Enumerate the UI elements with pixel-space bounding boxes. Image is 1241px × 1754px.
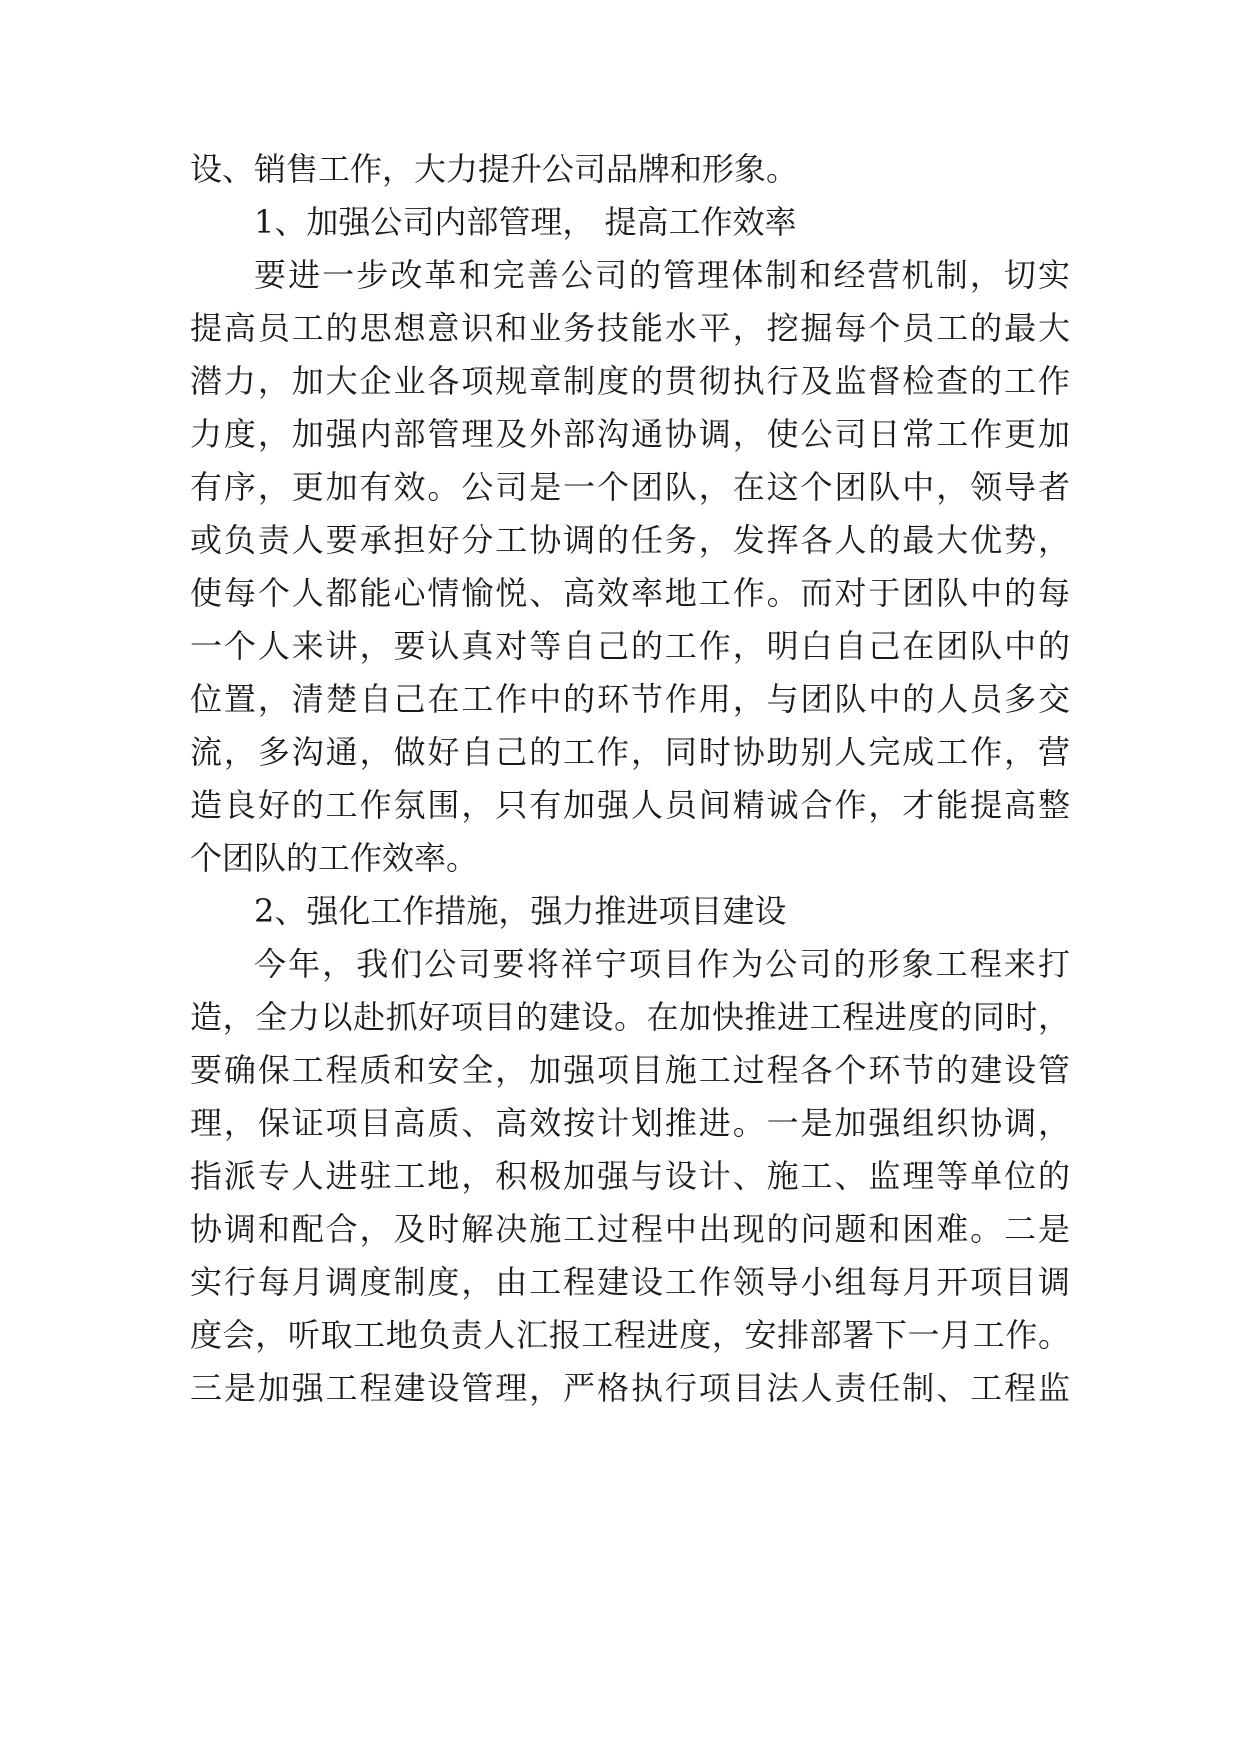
paragraph-line: 有序，更加有效。公司是一个团队，在这个团队中，领导者 [190, 468, 1070, 506]
paragraph-line: 要进一步改革和完善公司的管理体制和经营机制，切实 [254, 256, 1070, 294]
paragraph-line: 个团队的工作效率。 [190, 839, 479, 877]
paragraph-line: 设、销售工作，大力提升公司品牌和形象。 [190, 150, 799, 188]
paragraph-line: 理，保证项目高质、高效按计划推进。一是加强组织协调， [190, 1104, 1070, 1142]
paragraph-line: 实行每月调度制度，由工程建设工作领导小组每月开项目调 [190, 1263, 1070, 1301]
paragraph-line: 潜力，加大企业各项规章制度的贯彻执行及监督检查的工作 [190, 362, 1070, 400]
paragraph-line: 协调和配合，及时解决施工过程中出现的问题和困难。二是 [190, 1210, 1070, 1248]
paragraph-line: 今年，我们公司要将祥宁项目作为公司的形象工程来打 [254, 945, 1070, 983]
paragraph-line: 指派专人进驻工地，积极加强与设计、施工、监理等单位的 [190, 1157, 1070, 1195]
paragraph-line: 流，多沟通，做好自己的工作，同时协助别人完成工作，营 [190, 733, 1070, 771]
paragraph-line: 使每个人都能心情愉悦、高效率地工作。而对于团队中的每 [190, 574, 1070, 612]
section-heading-1: 1、加强公司内部管理， 提高工作效率 [254, 203, 797, 241]
paragraph-line: 一个人来讲，要认真对等自己的工作，明白自己在团队中的 [190, 627, 1070, 665]
section-heading-2: 2、强化工作措施，强力推进项目建设 [254, 892, 787, 930]
paragraph-line: 三是加强工程建设管理，严格执行项目法人责任制、工程监 [190, 1369, 1070, 1407]
paragraph-line: 力度，加强内部管理及外部沟通协调，使公司日常工作更加 [190, 415, 1070, 453]
paragraph-line: 造，全力以赴抓好项目的建设。在加快推进工程进度的同时， [190, 998, 1070, 1036]
paragraph-line: 度会，听取工地负责人汇报工程进度，安排部署下一月工作。 [190, 1316, 1070, 1354]
paragraph-line: 位置，清楚自己在工作中的环节作用，与团队中的人员多交 [190, 680, 1070, 718]
paragraph-line: 造良好的工作氛围，只有加强人员间精诚合作，才能提高整 [190, 786, 1070, 824]
paragraph-line: 或负责人要承担好分工协调的任务，发挥各人的最大优势， [190, 521, 1070, 559]
paragraph-line: 要确保工程质和安全，加强项目施工过程各个环节的建设管 [190, 1051, 1070, 1089]
paragraph-line: 提高员工的思想意识和业务技能水平，挖掘每个员工的最大 [190, 309, 1070, 347]
